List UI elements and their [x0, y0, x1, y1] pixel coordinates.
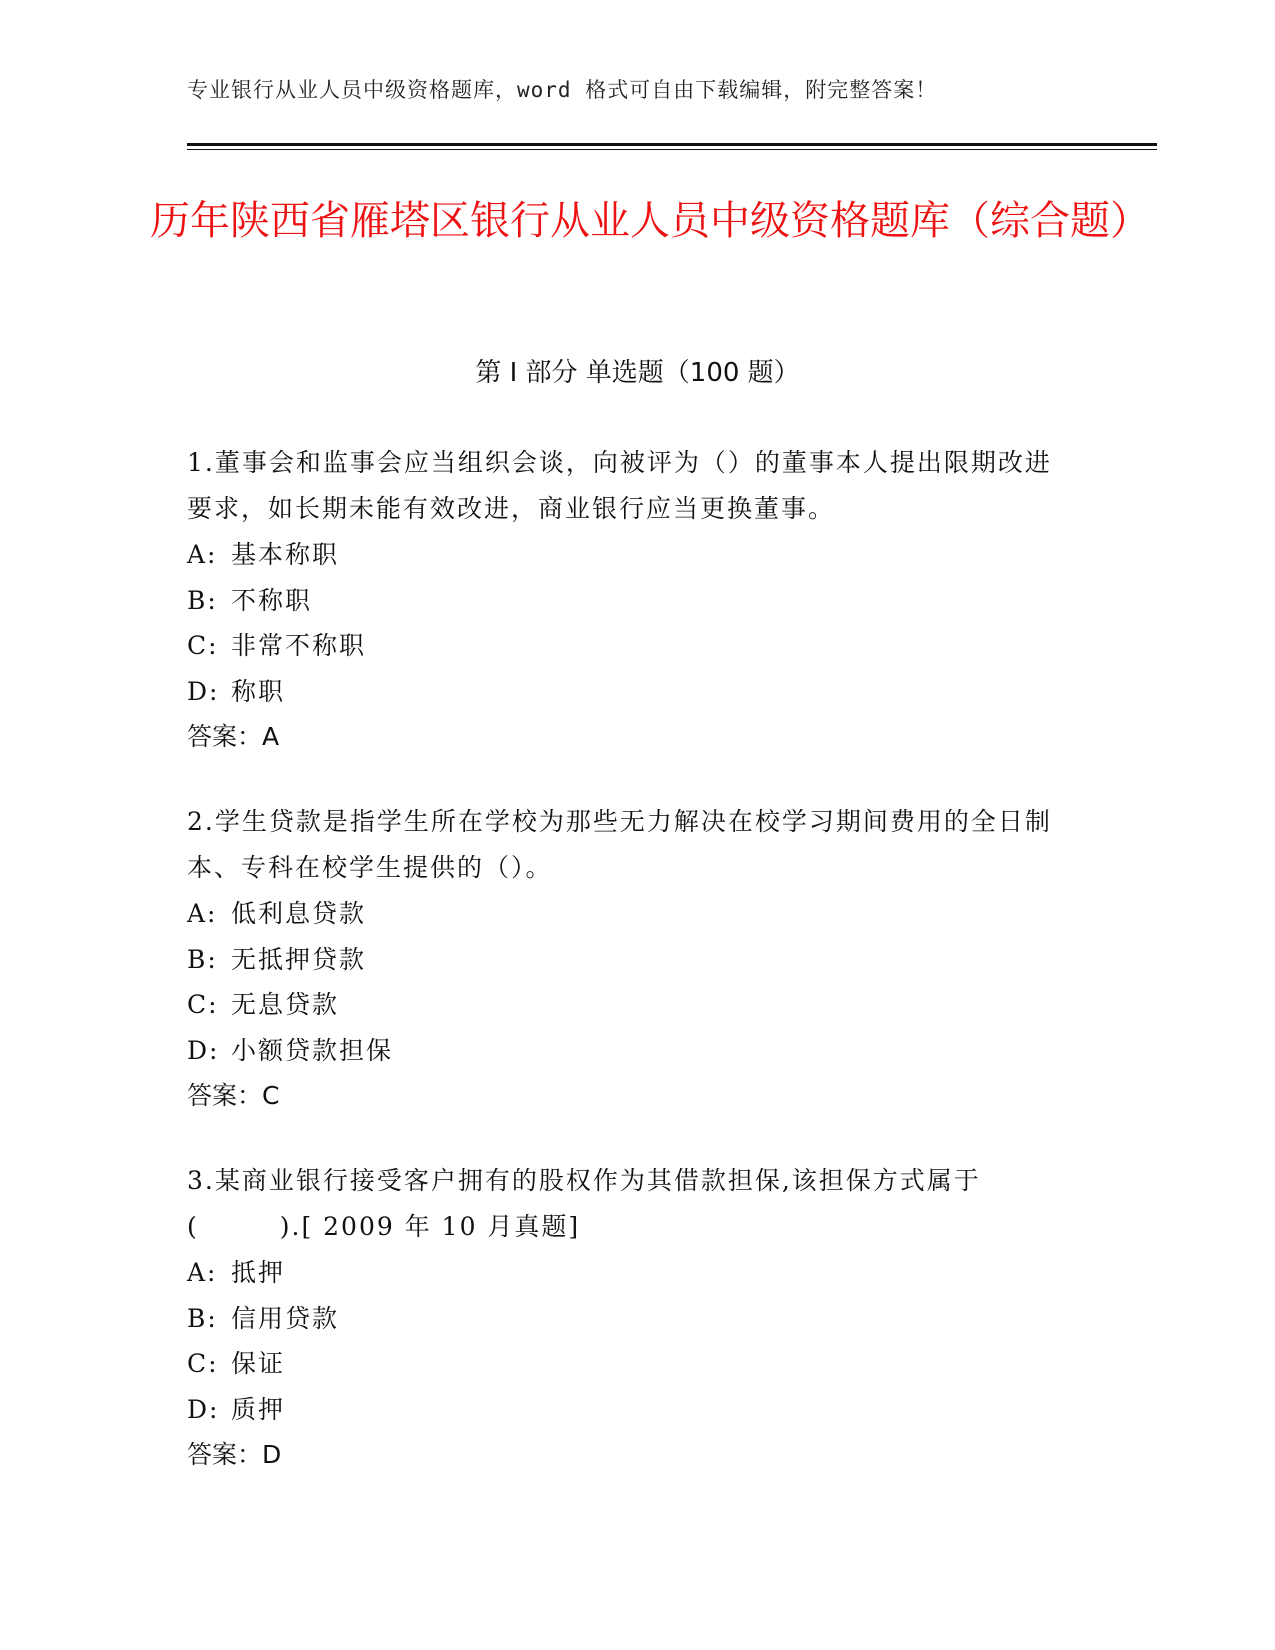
option-d	[187, 1028, 1067, 1074]
question-2	[187, 799, 1067, 1118]
option-text: 不称职	[231, 585, 313, 615]
option-text: 信用贷款	[231, 1303, 340, 1333]
option-text: 保证	[231, 1349, 286, 1378]
option-letter: C:	[187, 990, 219, 1019]
option-letter: D:	[187, 1035, 220, 1065]
section-title: 第 I 部分 单选题（100 题）	[475, 358, 800, 388]
option-c	[187, 623, 1067, 669]
option-letter: C:	[187, 631, 219, 660]
option-letter: B:	[187, 585, 218, 615]
option-text: 小额贷款担保	[231, 1035, 394, 1065]
option-letter: A:	[187, 899, 218, 928]
option-c	[187, 982, 1067, 1028]
document-title: 历年陕西省雁塔区银行从业人员中级资格题库（综合题）	[150, 198, 1150, 244]
option-letter: B:	[187, 1303, 218, 1333]
question-text: 3.某商业银行接受客户拥有的股权作为其借款担保,该担保方式属于( ).[ 2009 年 10 月真题]	[187, 1166, 981, 1241]
option-text: 质押	[231, 1394, 286, 1424]
answer: 答案：D	[187, 1440, 282, 1469]
option-text: 抵押	[231, 1258, 286, 1287]
option-b	[187, 578, 1067, 624]
header-rule-thin	[187, 149, 1157, 150]
option-letter: A:	[187, 540, 218, 569]
option-letter: D:	[187, 676, 220, 706]
option-text: 无息贷款	[231, 990, 340, 1019]
option-d	[187, 1387, 1067, 1433]
answer: 答案：A	[187, 722, 280, 751]
option-letter: B:	[187, 944, 218, 974]
option-text: 非常不称职	[231, 631, 367, 660]
header-rule-thick	[187, 143, 1157, 146]
answer: 答案：C	[187, 1081, 280, 1110]
question-list	[187, 440, 1067, 1517]
option-b	[187, 937, 1067, 983]
option-letter: A:	[187, 1258, 218, 1287]
option-d	[187, 669, 1067, 715]
option-b	[187, 1296, 1067, 1342]
option-letter: C:	[187, 1349, 219, 1378]
option-a	[187, 1250, 1067, 1296]
option-a	[187, 532, 1067, 578]
option-a	[187, 891, 1067, 937]
option-text: 称职	[231, 676, 286, 706]
option-text: 无抵押贷款	[231, 944, 367, 974]
header-note: 专业银行从业人员中级资格题库，word 格式可自由下载编辑，附完整答案！	[187, 78, 938, 102]
question-text: 1.董事会和监事会应当组织会谈，向被评为（）的董事本人提出限期改进要求，如长期未能有效改进，商业银行应当更换董事。	[187, 448, 1052, 523]
question-text: 2.学生贷款是指学生所在学校为那些无力解决在校学习期间费用的全日制本、专科在校学生提供的（）。	[187, 807, 1052, 882]
question-1	[187, 440, 1067, 759]
option-letter: D:	[187, 1394, 220, 1424]
option-text: 基本称职	[231, 540, 340, 569]
option-c	[187, 1341, 1067, 1387]
option-text: 低利息贷款	[231, 899, 367, 928]
question-3	[187, 1158, 1067, 1477]
